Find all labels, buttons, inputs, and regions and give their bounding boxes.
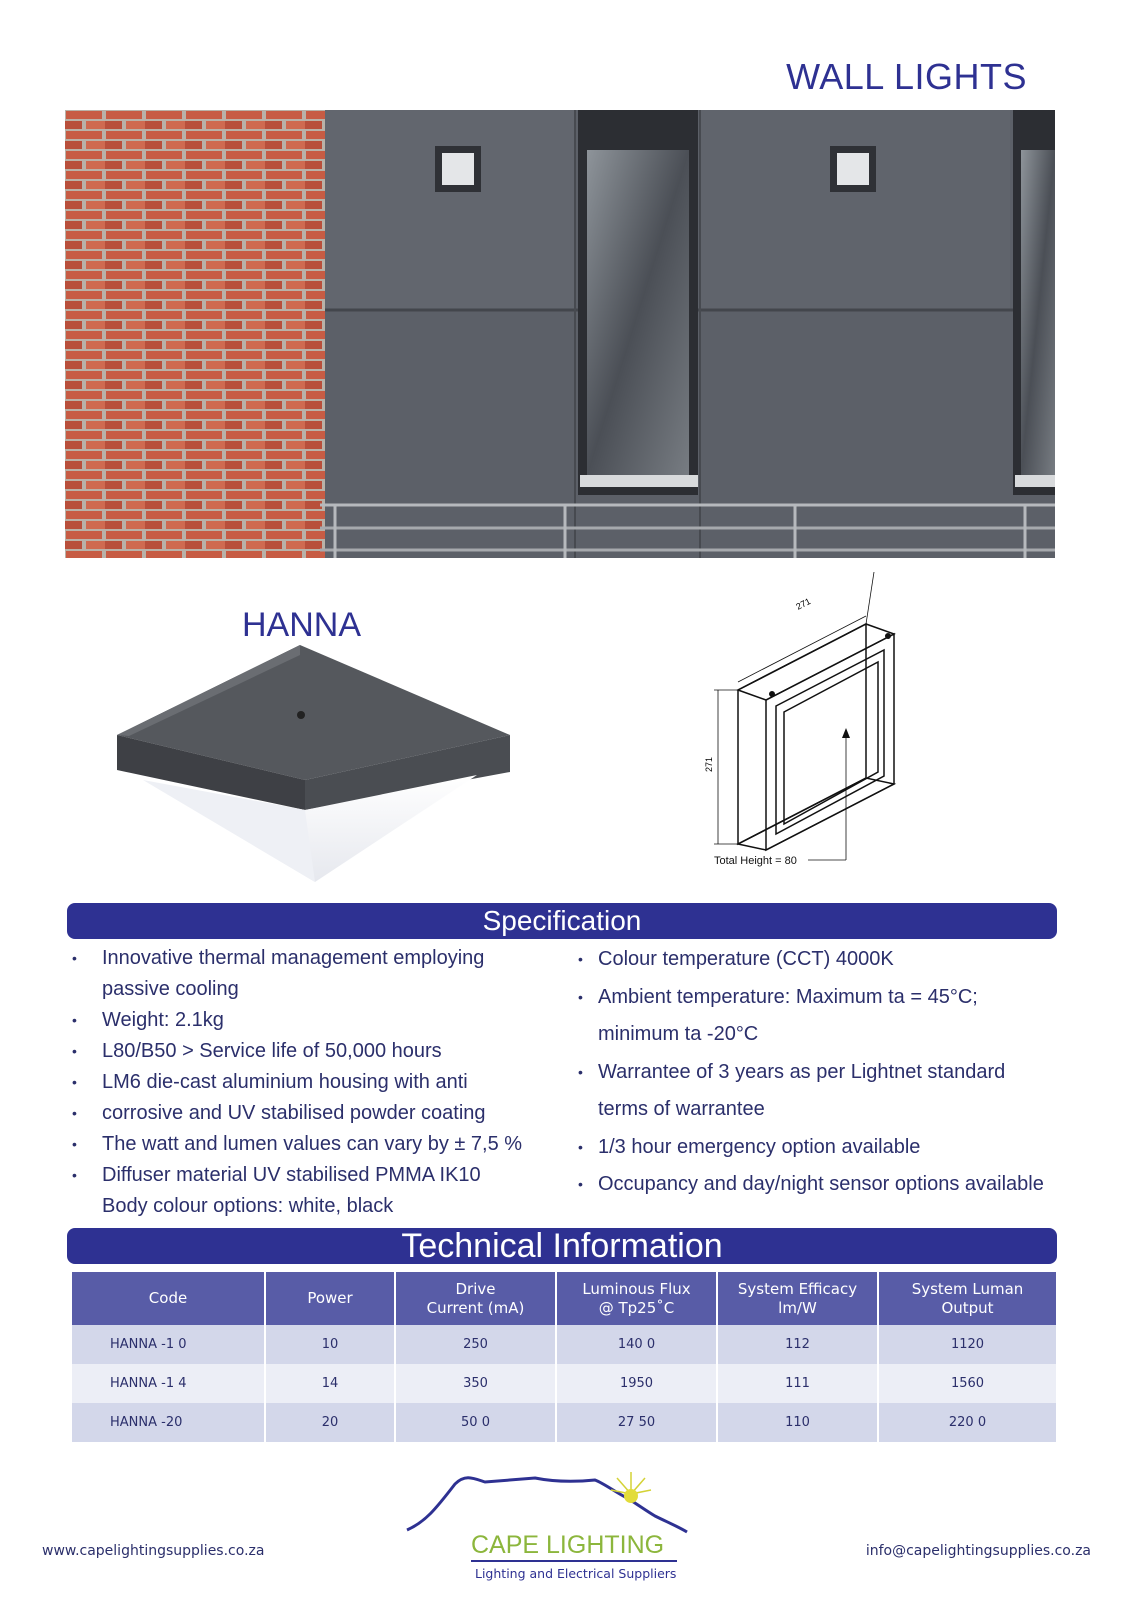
bullet-icon: • <box>72 1136 77 1152</box>
cell-efficacy: 110 <box>717 1403 878 1442</box>
column-header-power: Power <box>265 1272 395 1325</box>
cell-power: 20 <box>265 1403 395 1442</box>
cell-output: 220 0 <box>878 1403 1057 1442</box>
cell-code: HANNA -20 <box>72 1403 265 1442</box>
drawing-height-label: 271 <box>704 756 714 772</box>
column-header-luminous-flux: Luminous Flux @ Tp25˚C <box>556 1272 717 1325</box>
page-title: WALL LIGHTS <box>786 56 1027 97</box>
spec-item-continuation: terms of warrantee <box>598 1098 765 1120</box>
spec-item: • Diffuser material UV stabilised PMMA IK10 <box>72 1160 572 1191</box>
bullet-icon: • <box>578 951 583 967</box>
cell-luminous-flux: 27 50 <box>556 1403 717 1442</box>
bullet-icon: • <box>578 1176 583 1192</box>
column-header-code: Code <box>72 1272 265 1325</box>
cell-drive-current: 50 0 <box>395 1403 556 1442</box>
bullet-icon: • <box>72 950 77 966</box>
spec-item: • LM6 die-cast aluminium housing with anti <box>72 1067 572 1098</box>
cell-efficacy: 111 <box>717 1364 878 1403</box>
spec-item: • corrosive and UV stabilised powder coating <box>72 1098 572 1129</box>
product-photo <box>105 640 525 885</box>
drawing-total-height-label: Total Height = 80 <box>714 855 797 867</box>
table-header-row <box>72 1272 1057 1325</box>
spec-item: • Warrantee of 3 years as per Lightnet standard <box>578 1054 1078 1092</box>
specification-heading: Specification <box>67 903 1057 939</box>
logo-name: CAPE LIGHTING <box>471 1531 665 1559</box>
spec-item-continuation: minimum ta -20°C <box>598 1023 759 1045</box>
spec-item: • L80/B50 > Service life of 50,000 hours <box>72 1036 572 1067</box>
table-row <box>72 1364 1057 1403</box>
column-header-system-efficacy: System Efficacy lm/W <box>717 1272 878 1325</box>
bullet-icon: • <box>72 1043 77 1059</box>
cell-drive-current: 350 <box>395 1364 556 1403</box>
table-row <box>72 1325 1057 1364</box>
product-name: HANNA <box>242 606 362 644</box>
hero-building-photo <box>65 110 1055 558</box>
spec-item: • Occupancy and day/night sensor options available <box>578 1166 1078 1204</box>
column-header-system-output: System Luman Output <box>878 1272 1057 1325</box>
spec-item-continuation: Body colour options: white, black <box>102 1195 394 1217</box>
logo-tagline: Lighting and Electrical Suppliers <box>475 1566 677 1581</box>
cell-code: HANNA -1 4 <box>72 1364 265 1403</box>
bullet-icon: • <box>578 1063 583 1080</box>
technical-table <box>72 1272 1058 1442</box>
footer-email-link[interactable]: info@capelightingsupplies.co.za <box>865 1543 1091 1559</box>
cell-luminous-flux: 1950 <box>556 1364 717 1403</box>
spec-item: • The watt and lumen values can vary by ± 7,5 % <box>72 1129 572 1160</box>
spec-item: • Weight: 2.1kg <box>72 1005 572 1036</box>
bullet-icon: • <box>72 1012 77 1028</box>
cell-code: HANNA -1 0 <box>72 1325 265 1364</box>
cell-efficacy: 112 <box>717 1325 878 1364</box>
spec-item: • Ambient temperature: Maximum ta = 45°C; <box>578 979 1078 1017</box>
dimension-drawing <box>704 572 932 892</box>
cell-output: 1120 <box>878 1325 1057 1364</box>
spec-item: • Colour temperature (CCT) 4000K <box>578 941 1078 979</box>
bullet-icon: • <box>72 1167 77 1183</box>
footer-website-link[interactable]: www.capelightingsupplies.co.za <box>42 1543 265 1559</box>
cell-power: 14 <box>265 1364 395 1403</box>
cell-drive-current: 250 <box>395 1325 556 1364</box>
cell-luminous-flux: 140 0 <box>556 1325 717 1364</box>
specification-list-right <box>578 941 1078 1204</box>
bullet-icon: • <box>578 988 583 1005</box>
cell-power: 10 <box>265 1325 395 1364</box>
spec-item: • Innovative thermal management employing <box>72 943 572 974</box>
drawing-width-label: 271 <box>794 596 813 612</box>
bullet-icon: • <box>72 1105 77 1121</box>
specification-list-left <box>72 943 572 1222</box>
cell-output: 1560 <box>878 1364 1057 1403</box>
cape-lighting-logo <box>405 1470 705 1585</box>
bullet-icon: • <box>72 1074 77 1090</box>
spec-item-continuation: passive cooling <box>102 978 239 1000</box>
table-row <box>72 1403 1057 1442</box>
technical-information-heading: Technical Information <box>67 1228 1057 1264</box>
bullet-icon: • <box>578 1138 583 1155</box>
spec-item: • 1/3 hour emergency option available <box>578 1129 1078 1167</box>
column-header-drive-current: Drive Current (mA) <box>395 1272 556 1325</box>
